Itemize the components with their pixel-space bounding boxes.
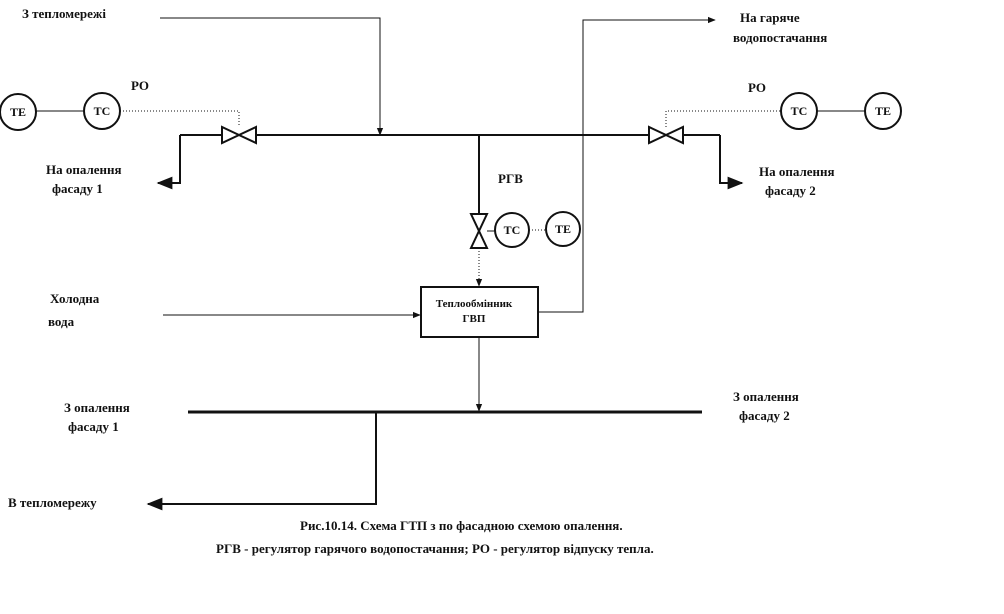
svg-text:ТЕ: ТЕ	[9, 105, 27, 119]
exchanger-label-2: ГВП	[462, 313, 486, 325]
return-to-network-line	[148, 412, 376, 504]
valve-po-left	[222, 127, 256, 143]
valve-po-right	[649, 127, 683, 143]
label-heating-facade1-1: На опалення	[46, 162, 122, 177]
label-return-facade2-2: фасаду 2	[739, 408, 790, 423]
tc-controller-right	[781, 93, 817, 129]
label-return-facade2-1: З опалення	[733, 389, 799, 404]
supply-line-from-network	[160, 18, 380, 135]
svg-text:ТС: ТС	[503, 223, 521, 237]
hot-water-outlet-line	[538, 20, 715, 312]
label-heating-facade1-2: фасаду 1	[52, 181, 103, 196]
label-cold-water-1: Холодна	[50, 291, 100, 306]
label-cold-water-2: вода	[48, 314, 75, 329]
svg-text:ТЕ: ТЕ	[554, 222, 572, 236]
signal-line-right	[666, 111, 780, 127]
signal-line-left	[120, 111, 239, 127]
label-po-left: РО	[131, 78, 149, 93]
branch-facade-2	[720, 135, 742, 183]
te-sensor-right	[865, 93, 901, 129]
label-from-network: З тепломережі	[22, 6, 106, 21]
heat-exchanger-box	[421, 287, 538, 337]
label-hot-water-2: водопостачання	[733, 30, 828, 45]
label-heating-facade2-1: На опалення	[759, 164, 835, 179]
label-return-facade1-2: фасаду 1	[68, 419, 119, 434]
label-heating-facade2-2: фасаду 2	[765, 183, 816, 198]
te-sensor-rgv	[546, 212, 580, 246]
label-hot-water-1: На гаряче	[740, 10, 800, 25]
caption-line-1: Рис.10.14. Схема ГТП з по фасадною схемою опалення.	[300, 518, 623, 533]
te-sensor-left	[0, 94, 36, 130]
label-return-facade1-1: З опалення	[64, 400, 130, 415]
label-po-right: РО	[748, 80, 766, 95]
label-rgv: РГВ	[498, 171, 523, 186]
tc-controller-rgv	[495, 213, 529, 247]
exchanger-label-1: Теплообмінник	[435, 298, 513, 310]
branch-facade-1	[158, 135, 180, 183]
svg-text:ТС: ТС	[93, 104, 111, 118]
tc-controller-left	[84, 93, 120, 129]
label-to-network: В тепломережу	[8, 495, 97, 510]
svg-text:ТЕ: ТЕ	[874, 104, 892, 118]
svg-text:ТС: ТС	[790, 104, 808, 118]
valve-rgv	[471, 214, 487, 248]
caption-line-2: РГВ - регулятор гарячого водопостачання; РО - регулятор відпуску тепла.	[216, 541, 654, 556]
